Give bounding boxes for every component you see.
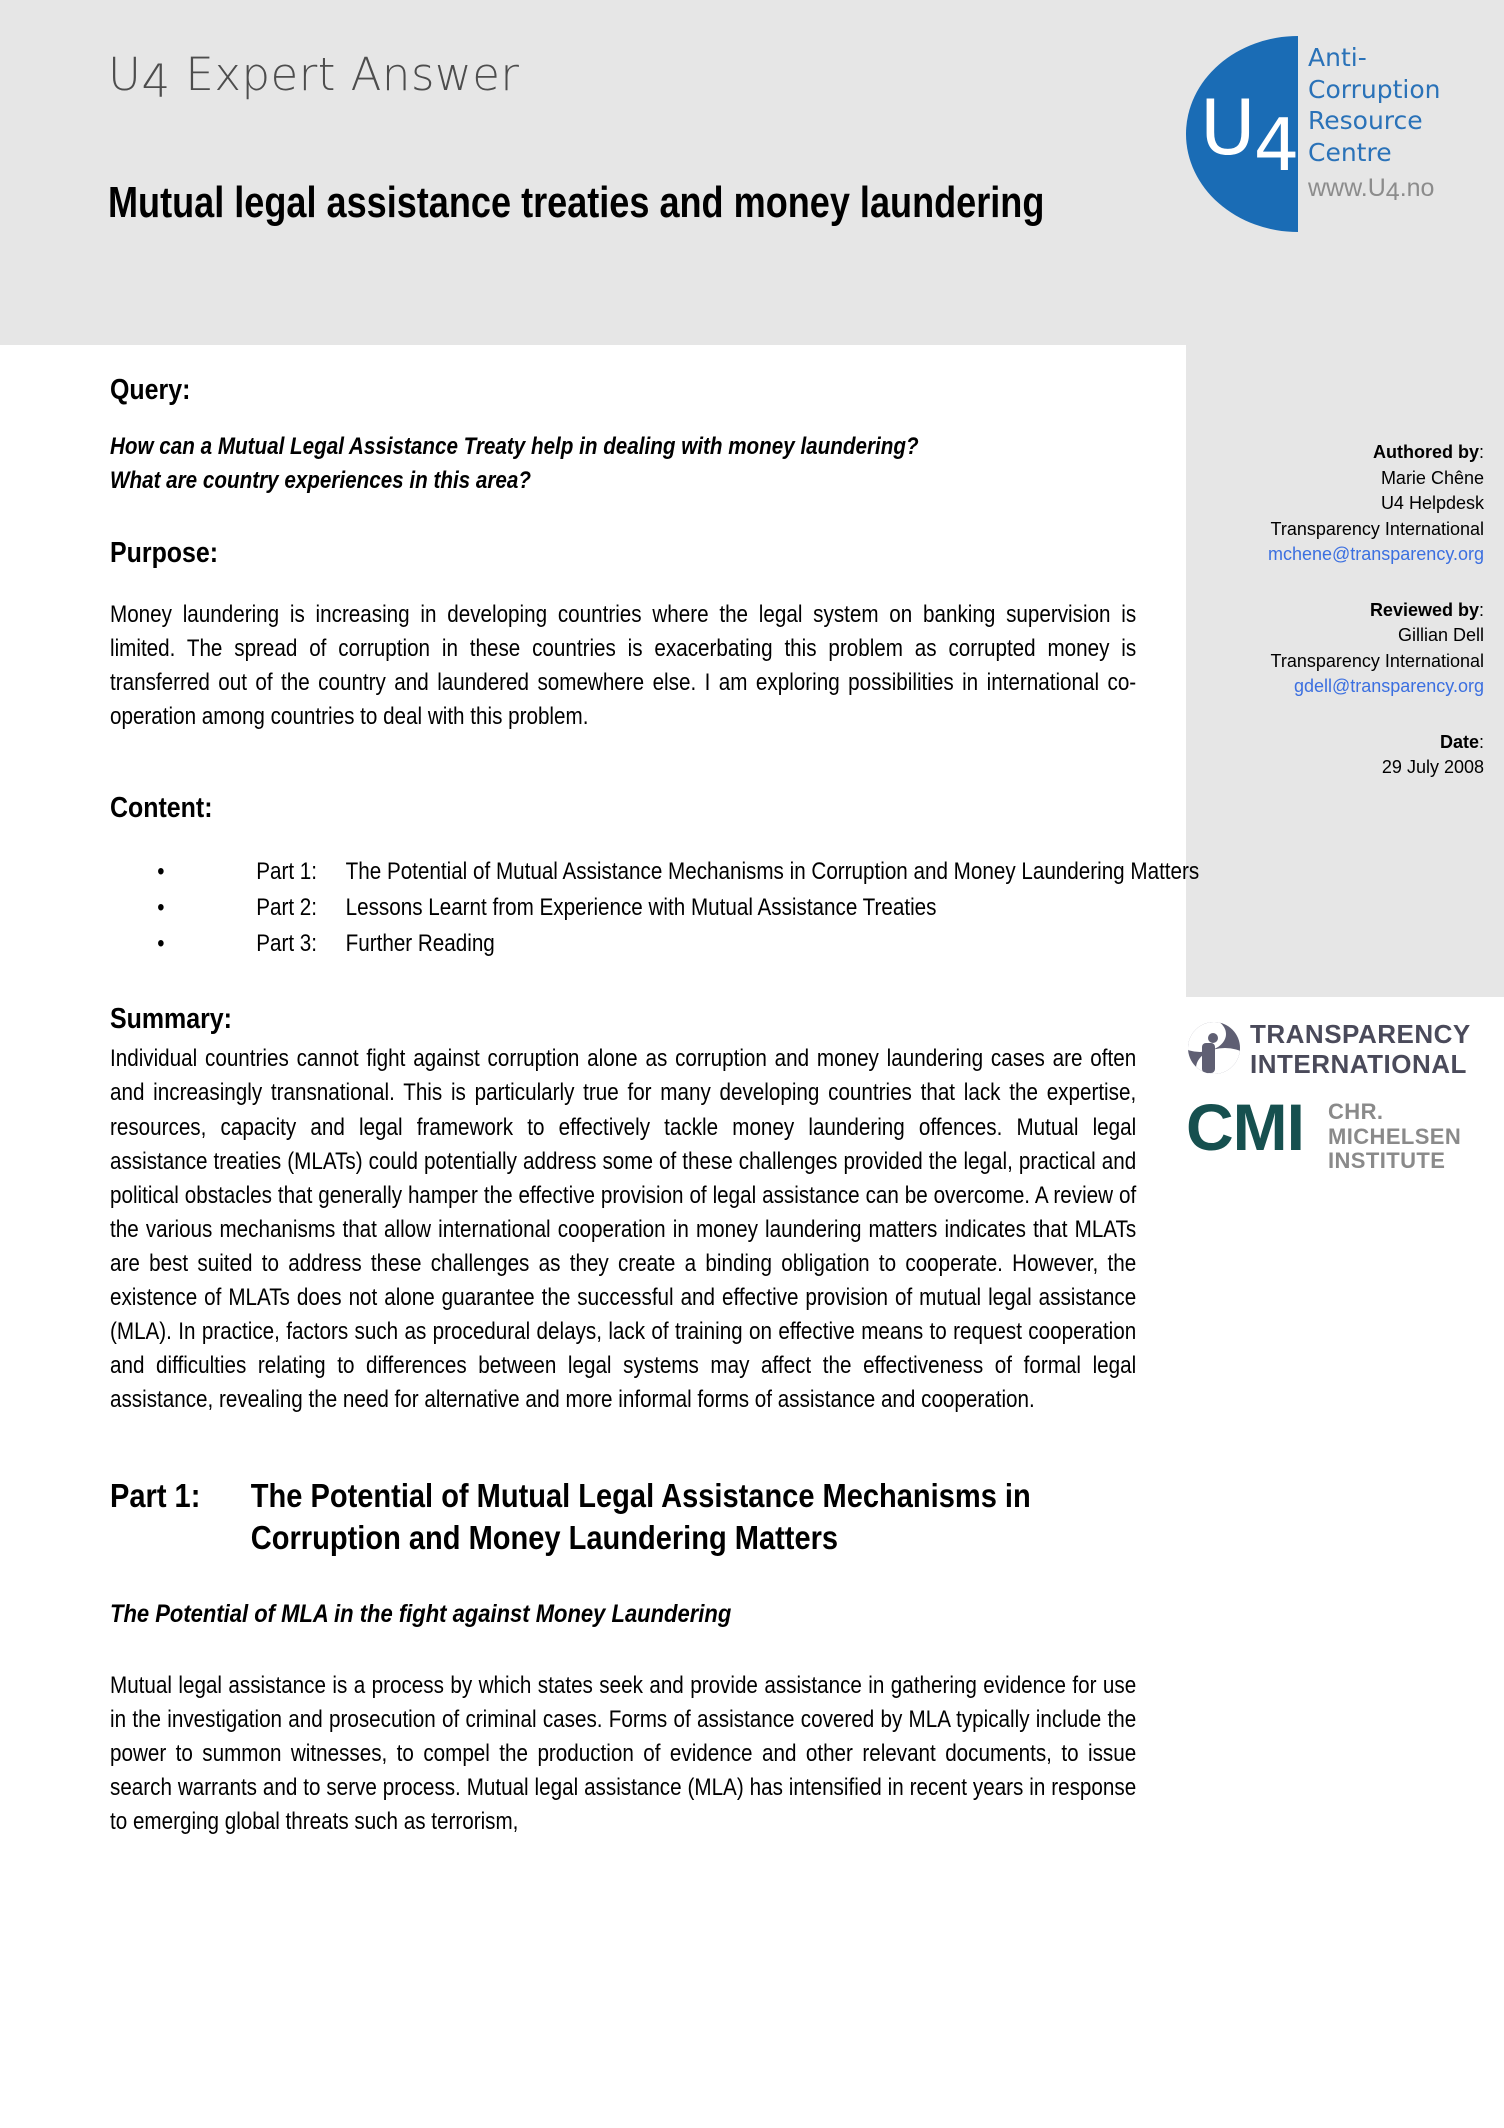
ti-logo-text <box>1250 1020 1471 1079</box>
spacer-after-subheading <box>110 1629 1136 1669</box>
metadata-sidebar-content <box>1206 440 1484 781</box>
document-body <box>110 374 1200 1839</box>
date-block <box>1206 730 1484 781</box>
u4-logo-line-3: Resource <box>1308 106 1423 135</box>
partner-logos <box>1186 1019 1486 1174</box>
author-organisation: Transparency International <box>1270 518 1484 539</box>
part1-heading <box>110 1475 1136 1559</box>
authored-by-block <box>1206 440 1484 568</box>
ti-logo-line-1: TRANSPARENCY <box>1250 1019 1471 1049</box>
u4-logo-mark-text <box>1200 83 1298 187</box>
bullet-icon: • <box>157 930 165 958</box>
cmi-logo <box>1186 1090 1486 1174</box>
bullet-icon: • <box>157 858 165 886</box>
u4-logo-line-1: Anti- <box>1308 43 1367 72</box>
authored-by-label: Authored by <box>1372 442 1479 462</box>
list-item <box>110 855 1282 889</box>
reviewed-by-label-row: Reviewed by: <box>1369 599 1484 620</box>
brand-expert-answer: Expert Answer <box>185 48 520 101</box>
u4-logo <box>1186 36 1476 236</box>
summary-heading: Summary: <box>110 1003 232 1036</box>
content-item-text: Lessons Learnt from Experience with Mutual Assistance Treaties <box>345 894 937 922</box>
page-header-band <box>0 0 1504 345</box>
spacer-after-content <box>110 963 1136 1003</box>
content-item-label: Part 1: <box>256 858 318 886</box>
author-role: U4 Helpdesk <box>1380 493 1484 514</box>
u4-mark-digit-4: 4 <box>1253 103 1298 187</box>
purpose-heading: Purpose: <box>110 536 219 569</box>
u4-logo-website <box>1308 174 1476 206</box>
reviewer-name: Gillian Dell <box>1397 625 1484 646</box>
cmi-logo-line-1: CHR. <box>1328 1099 1384 1124</box>
brand-wordmark <box>108 48 520 108</box>
part1-body-paragraph: Mutual legal assistance is a process by which states seek and provide assistance in gathering evidence for use in the investigation and prosecution of criminal cases. Forms of assistance covered by MLA typically include the power to summon witnesses, to compel the production of evidence and other relevant documents, to issue search warrants and to serve process. Mutual legal assistance (MLA) has intensified in recent years in response to emerging global threats such as terrorism, <box>110 1671 1137 1835</box>
author-name: Marie Chêne <box>1380 467 1484 488</box>
content-heading: Content: <box>110 792 213 825</box>
part1-number: Part 1: <box>110 1477 201 1515</box>
cmi-logo-line-2: MICHELSEN <box>1328 1123 1462 1149</box>
date-value: 29 July 2008 <box>1381 757 1484 778</box>
list-item <box>110 927 1282 961</box>
bullet-icon: • <box>157 894 165 922</box>
brand-four: 4 <box>141 55 171 108</box>
spacer-after-summary <box>110 1417 1136 1475</box>
content-item-text: The Potential of Mutual Assistance Mechanisms in Corruption and Money Laundering Matters <box>345 858 1200 886</box>
u4-logo-text-block <box>1308 42 1476 206</box>
content-item-label: Part 3: <box>256 930 318 958</box>
brand-u: U <box>108 48 142 101</box>
summary-paragraph: Individual countries cannot fight against corruption alone as corruption and money laundering cases are often and increasingly transnational. This is particularly true for many developing countries that lack the expertise, resources, capacity and legal framework to effectively tackle money laundering offences. Mutual legal assistance treaties (MLATs) could potentially address some of these challenges provided the legal, practical and political obstacles that generally hamper the effective provision of legal assistance can be overcome. A review of the various mechanisms that allow international cooperation in money laundering matters indicates that MLATs are best suited to address these challenges as they create a binding obligation to cooperate. However, the existence of MLATs does not alone guarantee the successful and effective provision of mutual legal assistance (MLA). In practice, factors such as procedural delays, lack of training on effective means to request cooperation and difficulties relating to differences between legal systems may affect the effectiveness of formal legal assistance, revealing the need for alternative and more informal forms of assistance and cooperation. <box>110 1045 1137 1414</box>
u4-website-suffix: .no <box>1399 174 1435 202</box>
content-list <box>110 855 1200 961</box>
date-label-row: Date: <box>1439 731 1484 752</box>
cmi-logo-mark: CMI <box>1186 1090 1304 1164</box>
reviewer-organisation: Transparency International <box>1270 650 1484 671</box>
purpose-paragraph: Money laundering is increasing in developing countries where the legal system on banking supervision is limited. The spread of corruption in these countries is exacerbating this problem as corrupted money is transferred out of the country and laundered somewhere else. I am exploring possibilities in international co-operation among countries to deal with this problem. <box>110 600 1137 731</box>
reviewed-by-label: Reviewed by <box>1369 599 1479 620</box>
ti-globe-head-dot <box>1208 1033 1218 1043</box>
u4-logo-line-2: Corruption <box>1308 74 1441 104</box>
query-text-line-2: What are country experiences in this area? <box>110 466 531 494</box>
u4-mark-letter-u: U <box>1200 83 1254 172</box>
ti-globe-figure <box>1202 1043 1215 1073</box>
spacer-purpose <box>110 576 1136 598</box>
part1-title: The Potential of Mutual Legal Assistance Mechanisms in Corruption and Money Laundering Matters <box>250 1477 1031 1557</box>
date-label: Date <box>1439 731 1479 752</box>
author-email-link[interactable]: mchene@transparency.org <box>1267 544 1484 565</box>
content-item-label: Part 2: <box>256 894 318 922</box>
u4-logo-line-4: Centre <box>1308 137 1392 167</box>
cmi-logo-line-3: INSTITUTE <box>1328 1148 1446 1174</box>
page-title: Mutual legal assistance treaties and money laundering <box>108 178 1045 227</box>
query-heading: Query: <box>110 374 191 406</box>
spacer-after-part1-heading <box>110 1560 1136 1600</box>
reviewed-by-block <box>1206 598 1484 700</box>
cmi-logo-text <box>1328 1100 1461 1174</box>
authored-by-label-row: Authored by: <box>1372 442 1484 462</box>
u4-website-prefix: www.U <box>1308 174 1386 202</box>
spacer-after-query <box>110 497 1136 537</box>
transparency-international-logo <box>1188 1020 1486 1080</box>
reviewer-email-link[interactable]: gdell@transparency.org <box>1293 676 1484 697</box>
query-text-line-1: How can a Mutual Legal Assistance Treaty help in dealing with money laundering? <box>110 433 919 460</box>
spacer-after-purpose <box>110 734 1136 792</box>
content-item-text: Further Reading <box>345 930 495 958</box>
ti-globe-icon <box>1188 1022 1240 1074</box>
part1-subheading: The Potential of MLA in the fight against Money Laundering <box>110 1599 732 1628</box>
u4-website-digit-4: 4 <box>1385 178 1400 206</box>
ti-logo-line-2: INTERNATIONAL <box>1250 1048 1467 1079</box>
list-item <box>110 891 1282 925</box>
